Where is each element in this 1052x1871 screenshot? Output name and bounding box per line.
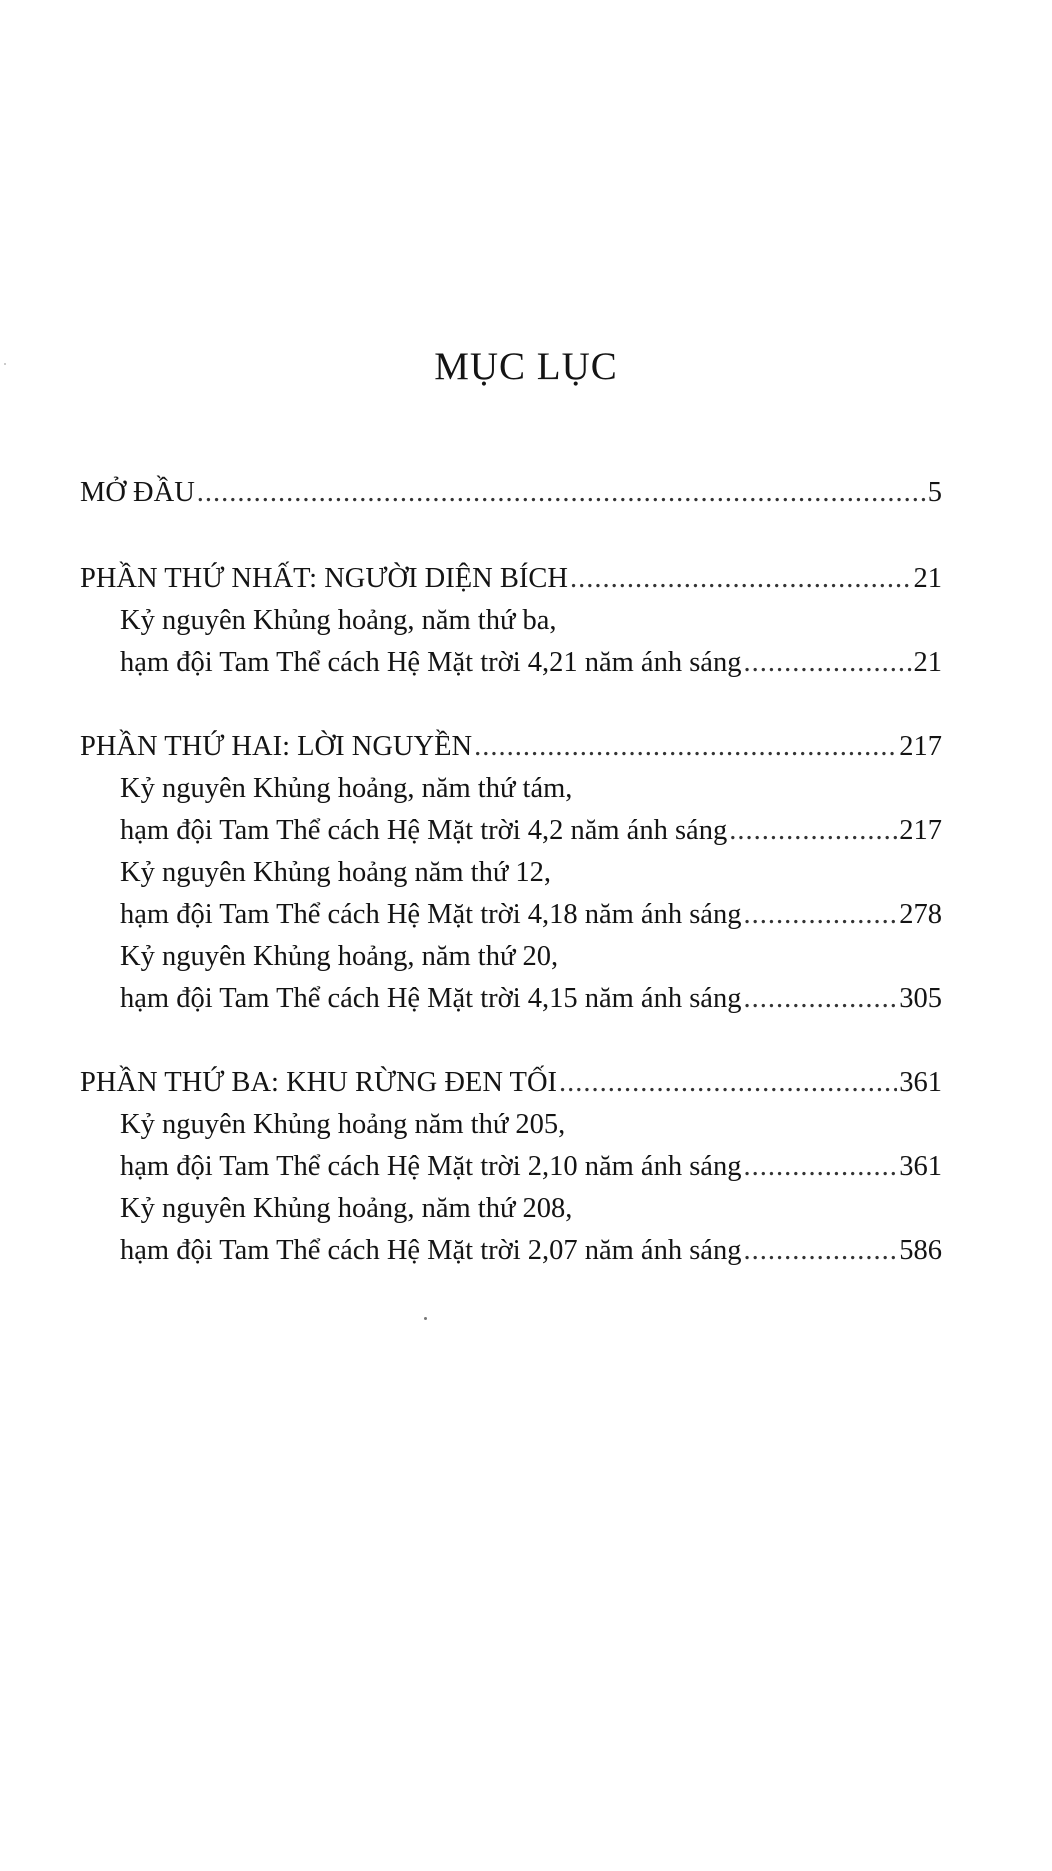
entry-page: 217 xyxy=(899,815,942,846)
entry-page: 361 xyxy=(899,1151,942,1182)
toc-entry-line1 xyxy=(80,936,942,978)
entry-line2-text: hạm đội Tam Thể cách Hệ Mặt trời 4,2 năm ánh sáng xyxy=(120,815,728,846)
toc-intro-page: 5 xyxy=(927,477,942,508)
entry-page: 586 xyxy=(899,1235,942,1266)
toc-section-heading xyxy=(80,726,942,768)
entry-page: 278 xyxy=(899,899,942,930)
toc-section-heading xyxy=(80,1062,942,1104)
dot-leader xyxy=(570,558,912,600)
toc-entry-line1 xyxy=(80,852,942,894)
dot-leader xyxy=(729,810,897,852)
entry-line2-text: hạm đội Tam Thể cách Hệ Mặt trời 4,15 năm ánh sáng xyxy=(120,983,742,1014)
section-heading-page: 21 xyxy=(913,563,942,594)
toc-intro xyxy=(80,472,942,514)
entry-page: 21 xyxy=(913,647,942,678)
dot-leader xyxy=(743,978,897,1020)
toc-entry-line2 xyxy=(80,1230,942,1272)
section-heading-label: PHẦN THỨ NHẤT: NGƯỜI DIỆN BÍCH xyxy=(80,563,568,594)
section-heading-label: PHẦN THỨ BA: KHU RỪNG ĐEN TỐI xyxy=(80,1067,558,1098)
entry-line1-text: Kỷ nguyên Khủng hoảng năm thứ 12, xyxy=(120,857,552,888)
entry-line1-text: Kỷ nguyên Khủng hoảng, năm thứ ba, xyxy=(120,605,557,636)
page-title: MỤC LỤC xyxy=(434,345,618,388)
toc-entry-line2 xyxy=(80,978,942,1020)
section-heading-label: PHẦN THỨ HAI: LỜI NGUYỀN xyxy=(80,731,473,762)
toc-section-heading xyxy=(80,558,942,600)
toc-intro-label: MỞ ĐẦU xyxy=(80,477,195,508)
toc-entry-line1 xyxy=(80,768,942,810)
entry-line1-text: Kỷ nguyên Khủng hoảng, năm thứ tám, xyxy=(120,773,573,804)
toc-entry-line2 xyxy=(80,1146,942,1188)
toc-entry-line2 xyxy=(80,642,942,684)
entry-line2-text: hạm đội Tam Thể cách Hệ Mặt trời 4,21 năm ánh sáng xyxy=(120,647,742,678)
scan-speck xyxy=(4,363,6,365)
entry-line1-text: Kỷ nguyên Khủng hoảng, năm thứ 208, xyxy=(120,1193,573,1224)
dot-leader xyxy=(743,1230,897,1272)
section-heading-page: 361 xyxy=(899,1067,942,1098)
toc-entry-line1 xyxy=(80,1188,942,1230)
entry-line1-text: Kỷ nguyên Khủng hoảng năm thứ 205, xyxy=(120,1109,566,1140)
toc-entry-line1 xyxy=(80,1104,942,1146)
toc-entry-line2 xyxy=(80,810,942,852)
entry-line2-text: hạm đội Tam Thể cách Hệ Mặt trời 4,18 năm ánh sáng xyxy=(120,899,742,930)
toc-entry-line1 xyxy=(80,600,942,642)
entry-page: 305 xyxy=(899,983,942,1014)
dot-leader xyxy=(559,1062,897,1104)
dot-leader xyxy=(743,1146,897,1188)
entry-line2-text: hạm đội Tam Thể cách Hệ Mặt trời 2,10 năm ánh sáng xyxy=(120,1151,742,1182)
dot-leader xyxy=(197,472,926,514)
entry-line2-text: hạm đội Tam Thể cách Hệ Mặt trời 2,07 năm ánh sáng xyxy=(120,1235,742,1266)
dot-leader xyxy=(743,894,897,936)
dot-leader xyxy=(743,642,911,684)
table-of-contents xyxy=(80,472,942,1272)
toc-entry-line2 xyxy=(80,894,942,936)
scan-speck xyxy=(424,1317,427,1320)
section-heading-page: 217 xyxy=(899,731,942,762)
dot-leader xyxy=(474,726,897,768)
entry-line1-text: Kỷ nguyên Khủng hoảng, năm thứ 20, xyxy=(120,941,559,972)
